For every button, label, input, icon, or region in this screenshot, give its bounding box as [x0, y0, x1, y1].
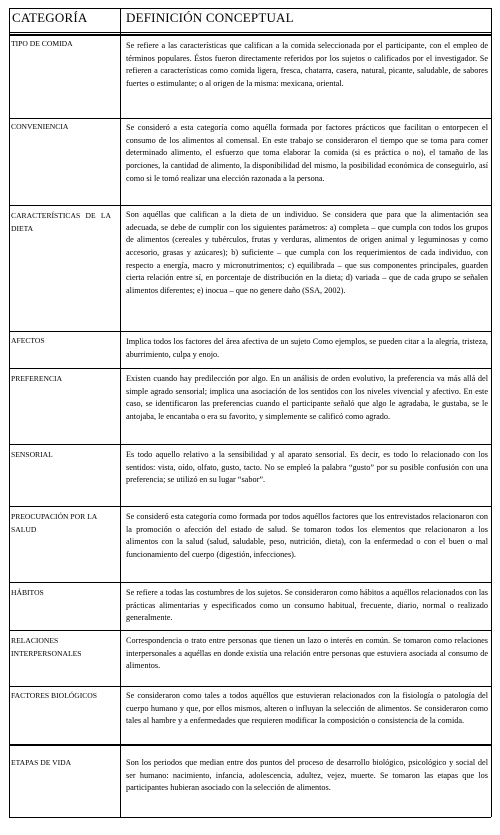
table-right-border	[491, 8, 492, 817]
table-bottom-border	[9, 817, 491, 818]
definition-cell: Son los periodos que median entre dos puntos del proceso de desarrollo biológico, psicológico y social del ser humano: nacimiento, infancia, adolescencia, adultez, vejez, muerte. Se tomaron las etapas que los participantes hubieran asociado con la selección de alimentos.	[126, 758, 488, 793]
category-cell: FACTORES BIOLÓGICOS	[11, 691, 98, 700]
category-cell: ETAPAS DE VIDA	[11, 758, 72, 767]
definition-cell: Es todo aquello relativo a la sensibilidad y al aparato sensorial. Es decir, es todo lo relacionado con los sentidos: vista, oído, olfato, gusto, tacto. No se empleó la palabra “gusto” por su posible confusión con una preferencia; se utilizó en su lugar “sabor”.	[126, 450, 488, 485]
definition-column-header: DEFINICIÓN CONCEPTUAL	[126, 10, 294, 25]
category-cell: CARACTERÍSTICAS DE LA DIETA	[11, 211, 111, 233]
row-divider	[9, 205, 491, 206]
row-divider	[9, 630, 491, 631]
row-divider	[9, 686, 491, 687]
category-cell: PREFERENCIA	[11, 374, 63, 383]
definition-cell: Existen cuando hay predilección por algo. En un análisis de orden evolutivo, la preferencia va más allá del simple agrado sensorial; implica una asociación de los sentidos con los niveles vivencial y afectivo. En este caso, se identificaron las preferencias cuando el participante señaló que algo le agradaba, le gustaba, se le antojaba, le encantaba o era su favorito, y simplemente se calificó como agrado.	[126, 374, 488, 421]
row-divider	[9, 368, 491, 369]
row-divider	[9, 506, 491, 507]
category-cell: CONVENIENCIA	[11, 122, 69, 131]
definition-cell: Se refiere a todas las costumbres de los sujetos. Se consideraron como hábitos a aquéllos relacionados con las prácticas alimentarias y especificados como un consumo habitual, frecuente, diario, normal o realizado generalmente.	[126, 588, 488, 623]
header-bottom-border	[9, 32, 491, 33]
row-divider	[9, 331, 491, 332]
definition-cell: Se consideraron como tales a todos aquéllos que estuvieran relacionados con la fisiología o patología del cuerpo humano y que, por ellos mismos, alteren o influyan la selección de alimentos. Se consideraron como tales al hambre y a enfermedades que requieren modificar la composición o consistencia de la comida.	[126, 691, 488, 726]
row-divider	[9, 582, 491, 583]
column-divider	[120, 8, 121, 817]
row-divider	[9, 118, 491, 119]
category-cell: TIPO DE COMIDA	[11, 39, 73, 48]
definition-cell: Son aquéllas que califican a la dieta de un individuo. Se considera que para que la alimentación sea adecuada, se debe de cumplir con los siguientes parámetros: a) completa – que cumpla con todos los grupos de alimentos (cereales y tubérculos, frutas y verduras, alimentos de origen animal y leguminosas y como accesorio, grasas y azúcares); b) suficiente – que cumpla con los requerimientos de cada individuo, con respecto a energía, macro y micronutrimentos; c) equilibrada – que sus componentes principales, guarden cierta relación entre sí, en porcentaje de distribución en la dieta; d) variada – que de cada grupo se señalen alimentos diferentes; e) inocua – que no genere daño (SSA, 2002).	[126, 210, 488, 295]
category-cell: PREOCUPACIÓN POR LA SALUD	[11, 512, 97, 534]
category-cell: AFECTOS	[11, 336, 45, 345]
definition-cell: Correspondencia o trato entre personas que tienen un lazo o interés en común. Se tomaron como relaciones interpersonales a aquéllas en donde existía una relación entre personas que estuviera asociada al consumo de alimentos.	[126, 636, 488, 671]
category-cell: RELACIONES INTERPERSONALES	[11, 636, 82, 658]
row-divider	[9, 34, 491, 36]
definition-cell: Se consideró a esta categoría como aquélla formada por factores prácticos que facilitan o entorpecen el consumo de los alimentos al comensal. En este trabajo se consideraron el tiempo que se toma para comer determinado alimento, el esfuerzo que toma elaborar la comida (si es práctica o no), el tamaño de las porciones, la cantidad de alimento, la disponibilidad del mismo, la posibilidad económica de conseguirlo, así como si le tomó realizar una elección razonada a la persona.	[126, 123, 488, 183]
table-top-border	[9, 8, 491, 9]
row-divider	[9, 744, 491, 746]
definition-cell: Implica todos los factores del área afectiva de un sujeto Como ejemplos, se pueden citar a la alegría, tristeza, aburrimiento, culpa y enojo.	[126, 337, 488, 359]
category-column-header: CATEGORÍA	[12, 10, 88, 25]
definition-cell: Se refiere a las características que califican a la comida seleccionada por el participante, con el empleo de términos populares. Éstos fueron directamente referidos por los sujetos o calificados por el investigador. Se refieren a características como comida ligera, fresca, chatarra, casera, natural, picante, saludable, de sabores fuertes o estimulante; o al origen de la misma: mexicana, oriental.	[126, 41, 488, 88]
row-divider	[9, 444, 491, 445]
table-left-border	[9, 8, 10, 817]
category-cell: HÁBITOS	[11, 588, 44, 597]
definition-cell: Se consideró esta categoría como formada por todos aquéllos factores que los entrevistados relacionaron con la promoción o afección del estado de salud. Se tomaron todos los elementos que relacionaron a los alimentos con la salud (salud, saludable, peso, nutrición, dieta), con la enfermedad o con el buen o mal funcionamiento del cuerpo (digestión, infecciones).	[126, 512, 488, 559]
category-cell: SENSORIAL	[11, 450, 53, 459]
